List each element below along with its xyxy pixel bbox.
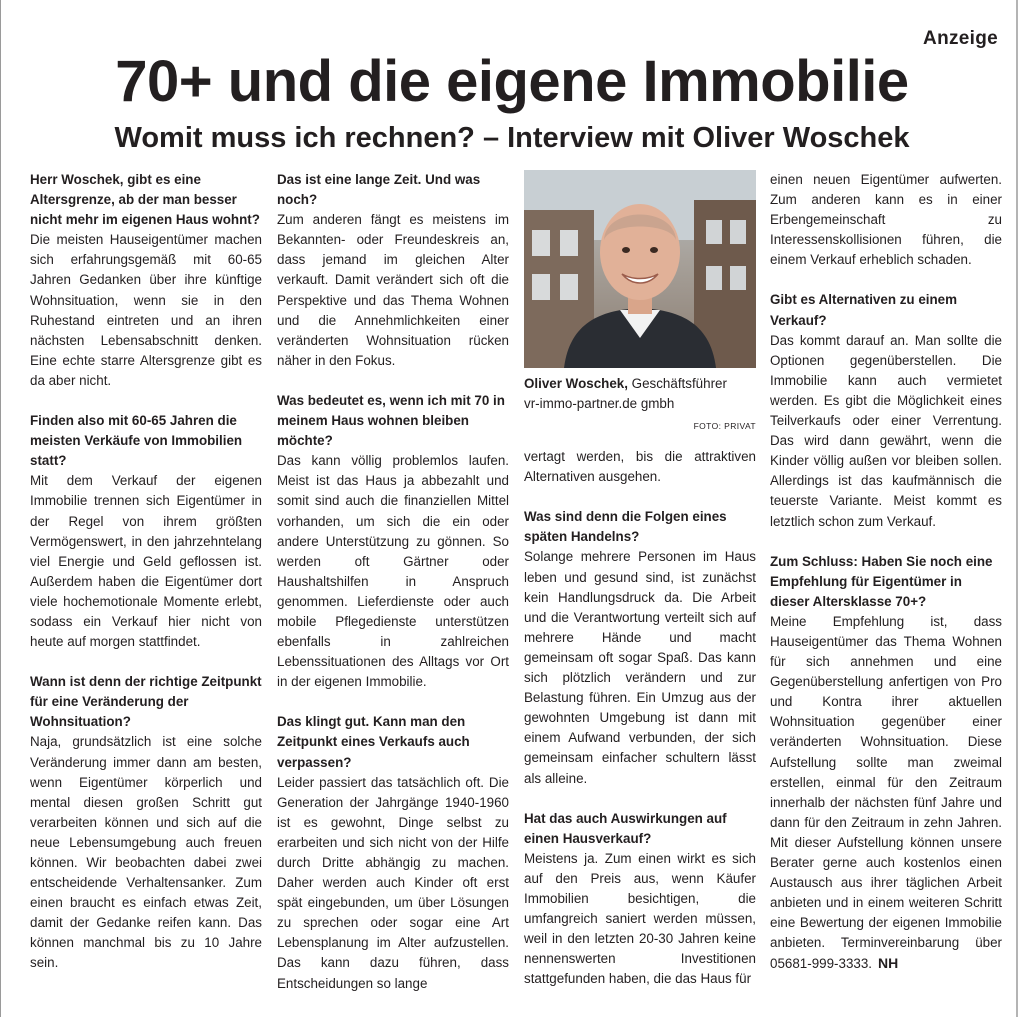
portrait-photo bbox=[524, 170, 756, 368]
caption-company: vr-immo-partner.de gmbh bbox=[524, 396, 675, 411]
answer-10 bbox=[770, 612, 1002, 975]
question-6: Das klingt gut. Kann man den Zeitpunkt eines Verkaufs auch verpassen? bbox=[277, 714, 470, 770]
answer-4: Zum anderen fängt es meistens im Bekannten- oder Freundeskreis an, dass jemand im gleichen Alter verkauft. Damit verändert sich oft die Perspektive und das Thema Wohnen und die Annehmlichkeiten einer veränderten Wohnsituation rücken näher in den Fokus. bbox=[277, 212, 509, 368]
question-4: Das ist eine lange Zeit. Und was noch? bbox=[277, 172, 481, 208]
answer-1: Die meisten Hauseigentümer machen sich erfahrungsgemäß mit 60-65 Jahren Gedanken über ihre künftige Wohnsituation, wenn sie in den Ruhestand eintreten und an ihren nächsten Lebensabschnitt denken. Eine echte starre Altersgrenze gibt es da aber nicht. bbox=[30, 232, 262, 388]
question-9: Gibt es Alternativen zu einem Verkauf? bbox=[770, 292, 958, 328]
answer-5: Das kann völlig problemlos laufen. Meist ist das Haus ja abbezahlt und somit sind auch die finanziellen Mittel vorhanden, um sich die ein oder andere Unterstützung zu gönnen. So werden oft Gärtner oder Haushaltshilfen in Anspruch genommen. Lieferdienste oder auch mobile Pflegedienste unterstützen ebenfalls in zahlreichen Lebenssituationen des Alltags vor Ort in der eigenen Immobilie. bbox=[277, 453, 509, 690]
ad-label: Anzeige bbox=[923, 28, 998, 49]
author-signature: NH bbox=[878, 955, 899, 972]
question-10: Zum Schluss: Haben Sie noch eine Empfehlung für Eigentümer in dieser Altersklasse 70+? bbox=[770, 553, 993, 609]
answer-7: Solange mehrere Personen im Haus leben und gesund sind, ist zunächst kein Handlungsdruck da. Die Arbeit und die Verantwortung verteilt sich auf mehrere Hände und macht gemeinsam oft sogar Spaß. Das kann sich plötzlich verändern und zur Belastung führen. Ein Umzug aus der gewohnten Umgebung ist dann mit einem Aufwand verbunden, der sich gemeinsam einfacher schultern lässt als alleine. bbox=[524, 549, 756, 786]
answer-2: Mit dem Verkauf der eigenen Immobilie trennen sich Eigentümer in der Regel von ihrem größten Vermögenswert, in den jahrzehntelang viel Energie und Geld geflossen ist. Außerdem haben die Eigentümer dort viele hochemotionale Momente erlebt, sodass ein Verkauf hier nicht von heute auf morgen stattfindet. bbox=[30, 473, 262, 650]
answer-3: Naja, grundsätzlich ist eine solche Veränderung immer dann am besten, wenn Eigentümer körperlich und mental diesen großen Schritt gut verarbeiten können und sich auf die neue Lebensumgebung auch freuen können. Wir beobachten dabei zwei entscheidende Verhaltensanker. Zum einen braucht es einfach etwas Zeit, damit der Gedanke reifen kann. Das können manchmal bis zu 10 Jahre sein. bbox=[30, 734, 262, 971]
column-3 bbox=[524, 170, 756, 989]
photo-caption bbox=[524, 374, 756, 414]
answer-9: Das kommt darauf an. Man sollte die Optionen gegenüberstellen. Die Immobilie kann auch vermietet werden. Es gibt die Möglichkeit eines Teilverkaufs oder einer Verrentung. Das wird dann gewährt, wenn die Kinder völlig außen vor bleiben sollen. Allerdings ist das kaufmännisch die teuerste Variante. Meist kommt es letztlich schon zum Verkauf. bbox=[770, 332, 1002, 529]
question-1: Herr Woschek, gibt es eine Altersgrenze, ab der man besser nicht mehr im eigenen Haus wohnt? bbox=[30, 172, 260, 228]
question-7: Was sind denn die Folgen eines späten Handelns? bbox=[524, 509, 727, 545]
answer-8-continued: einen neuen Eigentümer aufwerten. Zum anderen kann es in einer Erbengemeinschaft zu Interessenskollisionen führen, die einem Verkauf erheblich schaden. bbox=[770, 172, 1002, 268]
question-8: Hat das auch Auswirkungen auf einen Hausverkauf? bbox=[524, 810, 727, 846]
column-1 bbox=[30, 170, 262, 974]
caption-role: Geschäftsführer bbox=[627, 376, 727, 391]
answer-8: Meistens ja. Zum einen wirkt es sich auf den Preis aus, wenn Käufer Immobilien besichtigen, die umfangreich saniert werden müssen, weil in den letzten 20-30 Jahren keine nennenswerten Investitionen stattgefunden haben, die das Haus für bbox=[524, 850, 756, 987]
question-2: Finden also mit 60-65 Jahren die meisten Verkäufe von Immobilien statt? bbox=[30, 413, 243, 469]
subheadline: Womit muss ich rechnen? – Interview mit Oliver Woschek bbox=[114, 122, 910, 154]
column-4 bbox=[770, 170, 1002, 975]
caption-name: Oliver Woschek, bbox=[524, 376, 628, 391]
column-2 bbox=[277, 170, 509, 994]
question-3: Wann ist denn der richtige Zeitpunkt für eine Veränderung der Wohnsituation? bbox=[30, 674, 262, 730]
answer-6-continued: vertagt werden, bis die attraktiven Alternativen ausgehen. bbox=[524, 449, 756, 485]
question-5: Was bedeutet es, wenn ich mit 70 in meinem Haus wohnen bleiben möchte? bbox=[277, 392, 505, 449]
headline: 70+ und die eigene Immobilie bbox=[115, 49, 909, 114]
photo-credit: FOTO: PRIVAT bbox=[693, 421, 756, 431]
answer-10-text: Meine Empfehlung ist, dass Hauseigentümer das Thema Wohnen für sich annehmen und eine Gegenüberstellung anfertigen von Pro und Kontra ihrer aktuellen Wohnsituation gegenüber einer veränderten Wohnsituation. Diese Aufstellung sollte man zweimal erstellen, einmal für den Zeitraum innerhalb der nächsten fünf Jahre und dann für den Zeitraum in zehn Jahren. Mit dieser Aufstellung können unsere Berater gerne auch kostenlos einen Austausch aus ihrer täglichen Arbeit anbieten und in einem weiteren Schritt eine Bewertung der eigenen Immobilie anbieten. Terminvereinbarung über 05681-999-3333. bbox=[770, 613, 1002, 972]
answer-6: Leider passiert das tatsächlich oft. Die Generation der Jahrgänge 1940-1960 ist es gewohnt, Dinge selbst zu erarbeiten und sich nicht von der Hilfe durch Dritte abhängig zu machen. Daher werden auch Kinder oft erst spät eingebunden, um über Lösungen zu sprechen oder sogar eine Art Lebensplanung im Alter aufzustellen. Das kann dazu führen, dass Entscheidungen so lange bbox=[277, 774, 509, 991]
portrait-illustration bbox=[524, 170, 756, 368]
